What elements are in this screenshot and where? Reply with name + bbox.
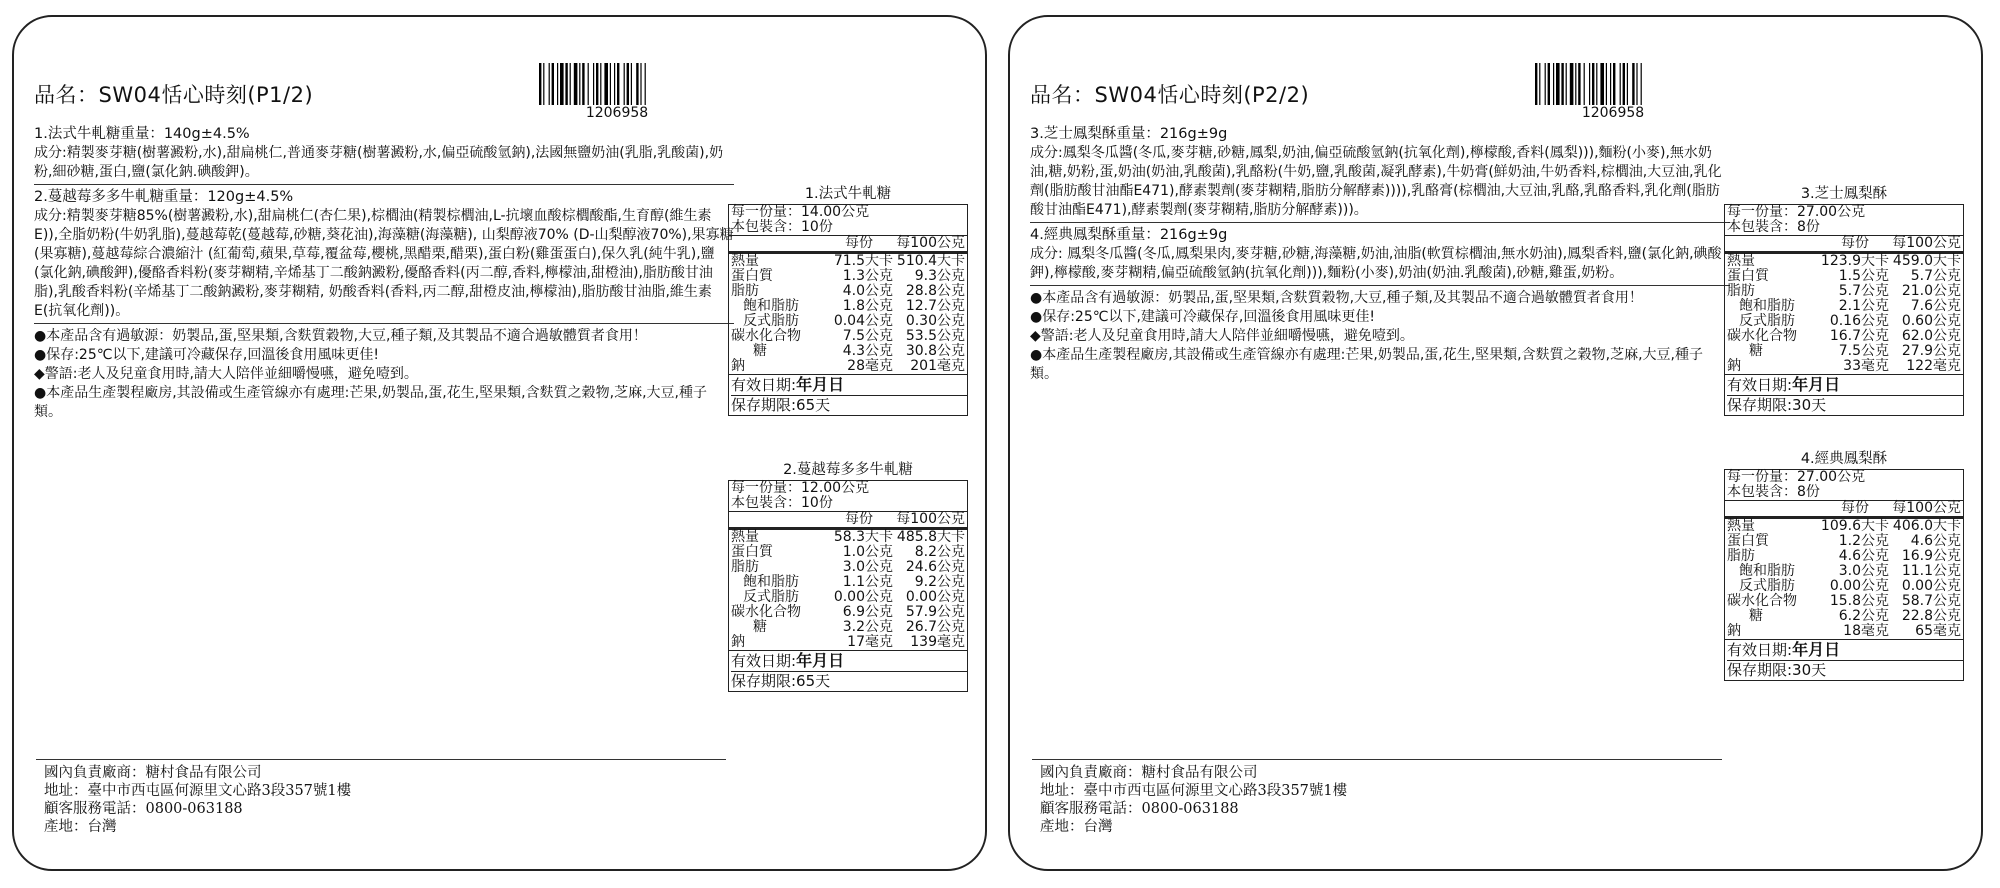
storage-note: ●保存:25℃以下,建議可冷藏保存,回溫後食用風味更佳! [1030,309,1375,325]
value-per-serving: 1.3公克 [842,268,893,284]
value-per-100g: 65毫克 [1915,623,1961,639]
product-label-p1 [12,15,987,871]
origin: 產地：台灣 [44,819,117,835]
value-per-serving: 17毫克 [847,634,893,650]
value-per-serving: 1.5公克 [1838,268,1889,284]
nutrition-row [729,575,967,590]
facility-note: ●本產品生產製程廠房,其設備或生產管線亦有處理:芒果,奶製品,蛋,花生,堅果類,含麩質之穀物,芝麻,大豆,種子類。 [1030,347,1703,382]
nutrient-name: 反式脂肪 [743,589,799,605]
value-per-serving: 109.6大卡 [1820,518,1889,534]
nutrition-row [1725,284,1963,299]
nutrient-name: 飽和脂肪 [743,298,799,314]
divider [1030,285,1730,286]
value-per-100g: 406.0大卡 [1892,518,1961,534]
nutrient-name: 飽和脂肪 [1739,563,1795,579]
nutrient-name: 糖 [753,343,767,359]
servings-per-pack: 本包裝含：8份 [1727,219,1820,235]
nutrient-name: 蛋白質 [1727,268,1769,284]
product-weight: 4.經典鳳梨酥重量：216g±9g [1030,227,1228,243]
nutrition-title: 1.法式牛軋糖 [804,186,892,202]
warning-note: ◆警語:老人及兒童食用時,請大人陪伴並細嚼慢嚥，避免噎到。 [1030,328,1414,344]
shelf-life: 保存期限:30天 [1727,661,1827,679]
value-per-serving: 16.7公克 [1829,328,1889,344]
nutrient-name: 反式脂肪 [1739,313,1795,329]
ingredients-block [1030,125,1730,384]
servings-per-pack: 本包裝含：8份 [1727,484,1820,500]
manufacturer-address: 地址：臺中市西屯區何源里文心路3段357號1樓 [44,783,352,799]
value-per-100g: 0.60公克 [1901,313,1961,329]
value-per-serving: 3.2公克 [842,619,893,635]
nutrition-row [729,635,967,650]
nutrition-row [729,359,967,374]
value-per-serving: 2.1公克 [1838,298,1889,314]
expiry-label: 有效日期: [1727,641,1793,659]
nutrient-name: 蛋白質 [731,268,773,284]
value-per-100g: 139毫克 [910,634,965,650]
nutrition-row [729,545,967,560]
column-per-100g: 每100公克 [896,511,965,527]
nutrient-name: 反式脂肪 [1739,578,1795,594]
manufacturer-info [1040,764,1347,836]
nutrition-row [1725,269,1963,284]
nutrient-name: 脂肪 [731,283,759,299]
nutrition-rows [1725,519,1963,639]
expiry-box [728,375,968,416]
column-per-serving: 每份 [1841,500,1869,516]
nutrition-row [729,344,967,359]
value-per-100g: 53.5公克 [905,328,965,344]
value-per-100g: 62.0公克 [1901,328,1961,344]
value-per-100g: 26.7公克 [905,619,965,635]
customer-service-phone: 顧客服務電話：0800-063188 [1040,801,1239,817]
nutrition-row [1725,534,1963,549]
column-per-serving: 每份 [845,235,873,251]
barcode-icon [539,63,694,105]
value-per-serving: 0.00公克 [833,589,893,605]
value-per-100g: 22.8公克 [1901,608,1961,624]
nutrition-row [1725,299,1963,314]
product-label-p2 [1008,15,1983,871]
nutrient-name: 鈉 [1727,623,1741,639]
value-per-serving: 0.04公克 [833,313,893,329]
value-per-100g: 485.8大卡 [896,529,965,545]
nutrition-row [729,590,967,605]
barcode-number: 1206958 [1581,105,1645,121]
column-per-100g: 每100公克 [1892,500,1961,516]
nutrition-row [729,620,967,635]
product-title: 品名：SW04恬心時刻(P2/2) [1030,83,1310,107]
nutrient-name: 鈉 [731,634,745,650]
nutrition-table [728,185,968,416]
nutrition-row [1725,549,1963,564]
nutrition-row [1725,359,1963,374]
serving-size: 每一份量：14.00公克 [731,204,870,220]
expiry-value: 年月日 [796,651,845,670]
column-per-100g: 每100公克 [1892,235,1961,251]
value-per-100g: 5.7公克 [1910,268,1961,284]
value-per-100g: 58.7公克 [1901,593,1961,609]
divider [34,323,734,324]
value-per-serving: 18毫克 [1843,623,1889,639]
value-per-serving: 123.9大卡 [1820,253,1889,269]
value-per-serving: 28毫克 [847,358,893,374]
nutrition-row [1725,609,1963,624]
nutrient-name: 脂肪 [1727,283,1755,299]
nutrition-table [1724,185,1964,416]
nutrition-row [729,284,967,299]
barcode-icon [1535,63,1690,105]
value-per-100g: 11.1公克 [1901,563,1961,579]
value-per-serving: 7.5公克 [842,328,893,344]
value-per-serving: 58.3大卡 [833,529,893,545]
nutrient-name: 碳水化合物 [1727,593,1797,609]
product-title: 品名：SW04恬心時刻(P1/2) [34,83,314,107]
column-per-serving: 每份 [1841,235,1869,251]
nutrient-name: 碳水化合物 [1727,328,1797,344]
expiry-box [1724,640,1964,681]
value-per-serving: 4.0公克 [842,283,893,299]
warning-note: ◆警語:老人及兒童食用時,請大人陪伴並細嚼慢嚥，避免噎到。 [34,366,418,382]
nutrition-row [729,605,967,620]
value-per-serving: 33毫克 [1843,358,1889,374]
nutrient-name: 蛋白質 [731,544,773,560]
nutrition-rows [729,254,967,374]
facility-note: ●本產品生產製程廠房,其設備或生產管線亦有處理:芒果,奶製品,蛋,花生,堅果類,含麩質之穀物,芝麻,大豆,種子類。 [34,385,707,420]
ingredients-text: 成分: 鳳梨冬瓜醬(冬瓜,鳳梨果肉,麥芽糖,砂糖,海藻糖,奶油,油脂(軟質棕櫚油,無水奶油),鳳梨香料,鹽(氯化鈉,碘酸鉀),檸檬酸,麥芽糊精,偏亞硫酸氫鈉(抗氧化劑))),麵粉(小麥),奶油(奶油.乳酸菌),砂糖,雞蛋,奶粉。 [1030,246,1722,281]
value-per-serving: 3.0公克 [842,559,893,575]
nutrition-row [1725,519,1963,534]
footer-divider [36,759,726,760]
nutrition-row [1725,594,1963,609]
manufacturer-address: 地址：臺中市西屯區何源里文心路3段357號1樓 [1040,783,1348,799]
customer-service-phone: 顧客服務電話：0800-063188 [44,801,243,817]
value-per-100g: 0.00公克 [905,589,965,605]
value-per-100g: 510.4大卡 [896,253,965,269]
nutrition-row [1725,344,1963,359]
value-per-serving: 15.8公克 [1829,593,1889,609]
shelf-life: 保存期限:30天 [1727,396,1827,414]
value-per-serving: 1.2公克 [1838,533,1889,549]
value-per-100g: 30.8公克 [905,343,965,359]
serving-size: 每一份量：27.00公克 [1727,469,1866,485]
expiry-label: 有效日期: [1727,376,1793,394]
nutrient-name: 反式脂肪 [743,313,799,329]
nutrient-name: 糖 [1749,608,1763,624]
nutrition-rows [1725,254,1963,374]
value-per-100g: 0.00公克 [1901,578,1961,594]
nutrition-row [1725,254,1963,269]
divider [34,184,734,185]
column-per-serving: 每份 [845,511,873,527]
value-per-serving: 71.5大卡 [833,253,893,269]
value-per-100g: 8.2公克 [914,544,965,560]
expiry-value: 年月日 [1792,640,1841,659]
value-per-100g: 4.6公克 [1910,533,1961,549]
storage-note: ●保存:25℃以下,建議可冷藏保存,回溫後食用風味更佳! [34,347,379,363]
nutrient-name: 蛋白質 [1727,533,1769,549]
nutrient-name: 熱量 [731,253,759,269]
value-per-100g: 12.7公克 [905,298,965,314]
nutrition-title: 3.芝士鳳梨酥 [1800,186,1888,202]
nutrient-name: 熱量 [731,529,759,545]
nutrient-name: 碳水化合物 [731,604,801,620]
value-per-serving: 0.16公克 [1829,313,1889,329]
column-per-100g: 每100公克 [896,235,965,251]
allergen-note: ●本產品含有過敏源：奶製品,蛋,堅果類,含麩質穀物,大豆,種子類,及其製品不適合過敏體質者食用！ [34,328,647,344]
servings-per-pack: 本包裝含：10份 [731,219,833,235]
value-per-serving: 5.7公克 [1838,283,1889,299]
expiry-label: 有效日期: [731,652,797,670]
value-per-100g: 201毫克 [910,358,965,374]
nutrition-table [728,461,968,692]
expiry-box [728,651,968,692]
value-per-100g: 28.8公克 [905,283,965,299]
nutrient-name: 熱量 [1727,253,1755,269]
value-per-100g: 0.30公克 [905,313,965,329]
value-per-100g: 122毫克 [1906,358,1961,374]
nutrient-name: 鈉 [731,358,745,374]
nutrition-row [729,299,967,314]
nutrient-name: 飽和脂肪 [1739,298,1795,314]
nutrient-name: 糖 [753,619,767,635]
manufacturer-name: 國內負責廠商：糖村食品有限公司 [1040,765,1258,781]
nutrition-row [729,254,967,269]
value-per-serving: 4.6公克 [1838,548,1889,564]
expiry-box [1724,375,1964,416]
nutrition-row [729,329,967,344]
ingredients-block [34,125,734,422]
nutrient-name: 糖 [1749,343,1763,359]
ingredients-text: 成分:精製麥芽糖85%(樹薯澱粉,水),甜扁桃仁(杏仁果),棕櫚油(精製棕櫚油,L-抗壞血酸棕櫚酸酯,生育醇(維生素E)),全脂奶粉(牛奶乳脂),蔓越莓乾(蔓越莓,砂糖,葵花油),海藻糖(海藻糖), 山梨醇液70% (D-山梨醇液70%),果寡糖(果寡糖),蔓越莓綜合濃縮汁 (紅葡萄,蘋果,草莓,覆盆莓,櫻桃,黑醋栗,醋栗),蛋白粉(雞蛋蛋白),保久乳(純牛乳),鹽(氯化鈉,碘酸鉀),優酪香料粉(麥芽糊精,辛烯基丁二酸鈉澱粉,優酪香料(丙二醇,香料,檸檬油,甜橙油),脂肪酸甘油脂),乳酸香料粉(辛烯基丁二酸鈉澱粉,麥芽糊精, 奶酸香料(香料,丙二醇,甜橙皮油,檸檬油),脂肪酸甘油脂,維生素E(抗氧化劑))。 [34,208,734,319]
ingredients-text: 成分:精製麥芽糖(樹薯澱粉,水),甜扁桃仁,普通麥芽糖(樹薯澱粉,水,偏亞硫酸氫鈉),法國無鹽奶油(乳脂,乳酸菌),奶粉,細砂糖,蛋白,鹽(氯化鈉.碘酸鉀)。 [34,145,724,180]
value-per-100g: 27.9公克 [1901,343,1961,359]
footer-divider [1032,759,1722,760]
allergen-note: ●本產品含有過敏源：奶製品,蛋,堅果類,含麩質穀物,大豆,種子類,及其製品不適合過敏體質者食用！ [1030,290,1643,306]
nutrition-table [1724,450,1964,681]
shelf-life: 保存期限:65天 [731,672,831,690]
value-per-100g: 7.6公克 [1910,298,1961,314]
nutrition-rows [729,530,967,650]
value-per-100g: 24.6公克 [905,559,965,575]
nutrient-name: 鈉 [1727,358,1741,374]
value-per-100g: 21.0公克 [1901,283,1961,299]
product-weight: 2.蔓越莓多多牛軋糖重量：120g±4.5% [34,189,294,205]
nutrient-name: 飽和脂肪 [743,574,799,590]
nutrition-title: 4.經典鳳梨酥 [1800,451,1888,467]
manufacturer-name: 國內負責廠商：糖村食品有限公司 [44,765,262,781]
nutrition-row [1725,564,1963,579]
value-per-serving: 6.9公克 [842,604,893,620]
value-per-serving: 1.0公克 [842,544,893,560]
nutrient-name: 脂肪 [1727,548,1755,564]
nutrient-name: 熱量 [1727,518,1755,534]
nutrition-row [1725,624,1963,639]
nutrition-row [729,560,967,575]
value-per-serving: 3.0公克 [1838,563,1889,579]
nutrition-row [1725,314,1963,329]
nutrient-name: 碳水化合物 [731,328,801,344]
expiry-value: 年月日 [1792,375,1841,394]
value-per-100g: 9.2公克 [914,574,965,590]
origin: 產地：台灣 [1040,819,1113,835]
ingredients-text: 成分:鳳梨冬瓜醬(冬瓜,麥芽糖,砂糖,鳳梨,奶油,偏亞硫酸氫鈉(抗氧化劑),檸檬酸,香料(鳳梨))),麵粉(小麥),無水奶油,糖,奶粉,蛋,奶油(奶油,乳酸菌),乳酪粉(牛奶,鹽,乳酸菌,凝乳酵素),牛奶膏(鮮奶油,牛奶香料,棕櫚油,大豆油,乳化劑(脂肪酸甘油酯E471),酵素製劑(麥芽糊精,脂肪分解酵素)))),乳酪膏(棕櫚油,大豆油,乳酪,乳酪香料,乳化劑(脂肪酸甘油酯E471),酵素製劑(麥芽糊精,脂肪分解酵素)))。 [1030,145,1722,218]
nutrition-row [1725,329,1963,344]
nutrition-row [1725,579,1963,594]
serving-size: 每一份量：27.00公克 [1727,204,1866,220]
product-weight: 1.法式牛軋糖重量：140g±4.5% [34,126,250,142]
value-per-serving: 1.8公克 [842,298,893,314]
barcode-number: 1206958 [585,105,649,121]
expiry-label: 有效日期: [731,376,797,394]
nutrition-row [729,269,967,284]
expiry-value: 年月日 [796,375,845,394]
value-per-serving: 0.00公克 [1829,578,1889,594]
serving-size: 每一份量：12.00公克 [731,480,870,496]
nutrition-row [729,314,967,329]
nutrient-name: 脂肪 [731,559,759,575]
value-per-100g: 57.9公克 [905,604,965,620]
servings-per-pack: 本包裝含：10份 [731,495,833,511]
value-per-100g: 9.3公克 [914,268,965,284]
value-per-serving: 7.5公克 [1838,343,1889,359]
value-per-serving: 1.1公克 [842,574,893,590]
product-weight: 3.芝士鳳梨酥重量：216g±9g [1030,126,1228,142]
divider [1030,222,1730,223]
manufacturer-info [44,764,351,836]
shelf-life: 保存期限:65天 [731,396,831,414]
value-per-100g: 459.0大卡 [1892,253,1961,269]
value-per-serving: 6.2公克 [1838,608,1889,624]
value-per-serving: 4.3公克 [842,343,893,359]
nutrition-row [729,530,967,545]
nutrition-title: 2.蔓越莓多多牛軋糖 [783,462,913,478]
value-per-100g: 16.9公克 [1901,548,1961,564]
